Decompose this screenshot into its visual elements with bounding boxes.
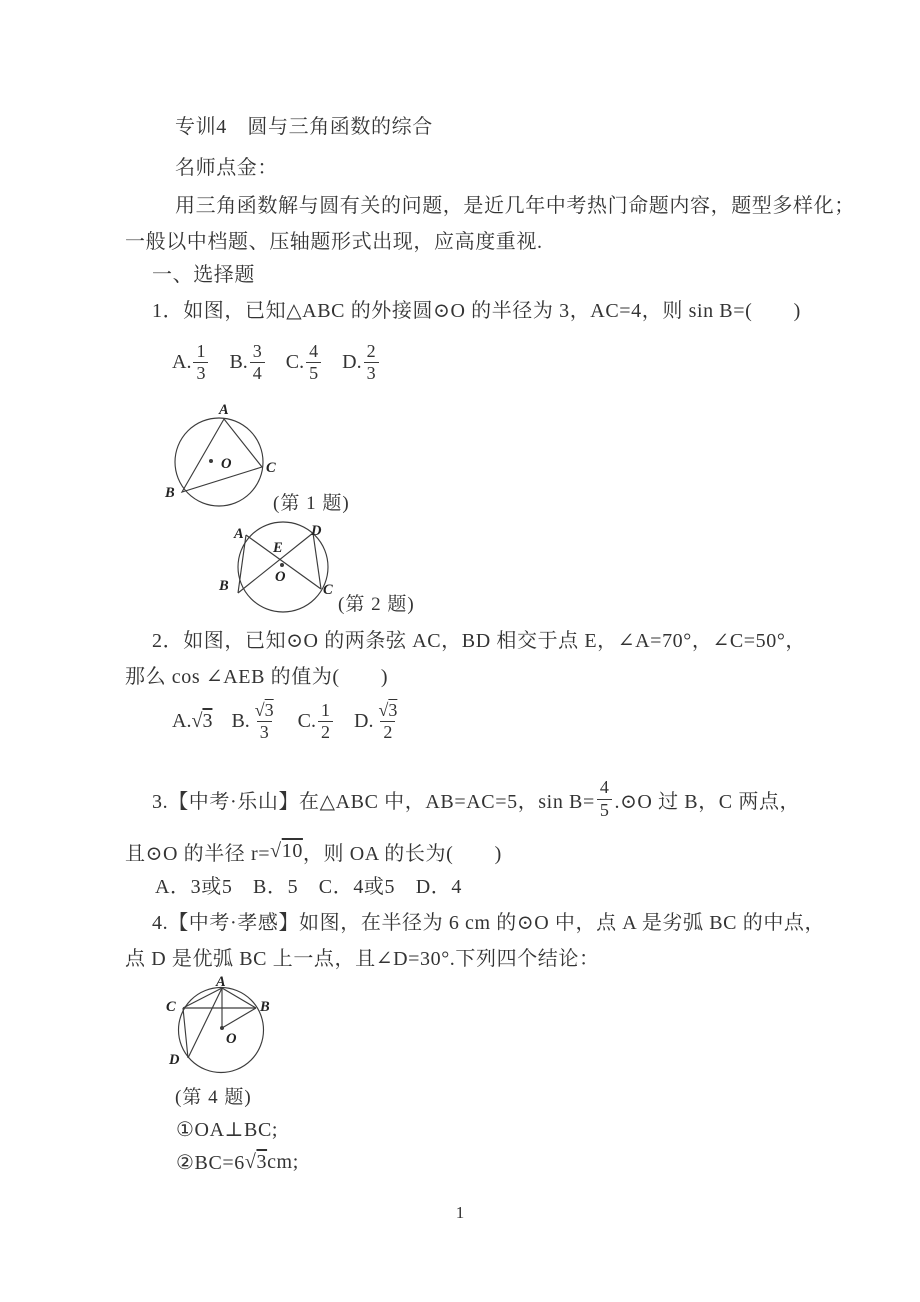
fraction bbox=[250, 342, 265, 384]
fraction-numerator: 4 bbox=[599, 777, 610, 798]
q1-options bbox=[172, 342, 400, 384]
fraction-numerator bbox=[375, 701, 400, 721]
q3-stem-text: ，则 OA 的长为( ) bbox=[302, 842, 502, 865]
fraction bbox=[364, 342, 379, 384]
fraction bbox=[252, 701, 277, 743]
option-label: C. bbox=[297, 710, 317, 733]
fraction-denominator: 3 bbox=[257, 721, 272, 742]
radical bbox=[245, 1151, 267, 1174]
fraction bbox=[193, 342, 208, 384]
intro-line-1: 用三角函数解与圆有关的问题，是近几年中考热门命题内容，题型多样化； bbox=[175, 195, 855, 217]
label-b: B bbox=[260, 999, 270, 1015]
circle-outline bbox=[179, 988, 264, 1073]
radicand: 3 bbox=[202, 710, 213, 733]
fraction-numerator: 4 bbox=[309, 341, 319, 361]
fraction bbox=[597, 778, 613, 820]
option-label: B. bbox=[229, 351, 248, 374]
center-dot bbox=[280, 563, 284, 567]
intro-heading: 名师点金： bbox=[175, 157, 278, 179]
page-number: 1 bbox=[455, 1203, 465, 1222]
figure-1-circle-triangle bbox=[158, 398, 288, 518]
fraction-numerator bbox=[252, 701, 277, 721]
q2-option-c bbox=[298, 701, 335, 743]
section-heading: 一、选择题 bbox=[152, 264, 255, 286]
center-dot bbox=[220, 1026, 224, 1030]
label-d: D bbox=[311, 523, 322, 539]
q1-option-c bbox=[286, 342, 323, 384]
label-a: A bbox=[219, 402, 229, 418]
label-o: O bbox=[275, 569, 286, 585]
radical bbox=[191, 710, 212, 733]
option-label: C. bbox=[285, 351, 305, 374]
q3-stem-text: 3.【中考·乐山】在△ABC 中，AB=AC=5，sin B= bbox=[152, 790, 595, 813]
label-d: D bbox=[169, 1052, 180, 1068]
q3-stem-text: .⊙O 过 B，C 两点， bbox=[614, 790, 801, 813]
fraction-denominator: 3 bbox=[193, 362, 208, 383]
label-a: A bbox=[234, 526, 244, 542]
label-c: C bbox=[266, 460, 276, 476]
figure-4-caption: (第 4 题) bbox=[175, 1087, 252, 1108]
q2-option-b bbox=[231, 701, 278, 743]
q4-stem-line-2: 点 D 是优弧 BC 上一点，且∠D=30°.下列四个结论： bbox=[125, 948, 600, 970]
label-c: C bbox=[323, 582, 333, 598]
label-a: A bbox=[216, 974, 226, 990]
q4-stem-line-1: 4.【中考·孝感】如图，在半径为 6 cm 的⊙O 中，点 A 是劣弧 BC 的中点， bbox=[152, 912, 826, 934]
fraction-numerator: 1 bbox=[196, 341, 206, 361]
radicand: 3 bbox=[388, 700, 398, 720]
label-b: B bbox=[165, 485, 175, 501]
label-b: B bbox=[219, 578, 229, 594]
fraction bbox=[318, 701, 333, 743]
fraction-numerator: 1 bbox=[321, 700, 331, 720]
fraction bbox=[306, 342, 321, 384]
q1-option-b bbox=[229, 342, 266, 384]
q1-stem: 1．如图，已知△ABC 的外接圆⊙O 的半径为 3，AC=4，则 sin B=( ) bbox=[152, 300, 801, 322]
intro-line-2: 一般以中档题、压轴题形式出现，应高度重视. bbox=[125, 231, 543, 253]
figure-1-caption: (第 1 题) bbox=[273, 493, 350, 514]
page-title: 专训4 圆与三角函数的综合 bbox=[175, 116, 433, 138]
q4-conclusion-1: ①OA⊥BC; bbox=[176, 1119, 279, 1141]
fraction-denominator: 3 bbox=[364, 362, 379, 383]
option-label: D. bbox=[354, 710, 374, 733]
fraction-denominator: 2 bbox=[380, 721, 395, 742]
conclusion-text: cm; bbox=[267, 1150, 299, 1173]
conclusion-text: ②BC=6 bbox=[176, 1151, 245, 1174]
q2-stem-line-2: 那么 cos ∠AEB 的值为( ) bbox=[125, 666, 389, 688]
q2-options bbox=[172, 701, 421, 743]
fraction-denominator: 5 bbox=[306, 362, 321, 383]
q1-option-a bbox=[172, 342, 210, 384]
radical bbox=[255, 700, 274, 720]
q3-options: A．3或5 B．5 C．4或5 D．4 bbox=[155, 876, 462, 898]
label-e: E bbox=[273, 540, 283, 556]
figure-4-circle bbox=[158, 972, 273, 1080]
radicand: 3 bbox=[256, 1150, 268, 1173]
segment-ob bbox=[222, 1008, 256, 1028]
figure-2-circle-chords bbox=[219, 514, 345, 619]
label-c: C bbox=[166, 999, 176, 1015]
option-label: A. bbox=[172, 351, 192, 374]
option-label: B. bbox=[231, 710, 250, 733]
circle-outline bbox=[175, 418, 263, 506]
option-label: A. bbox=[172, 710, 192, 733]
label-o: O bbox=[221, 456, 232, 472]
radicand: 3 bbox=[264, 700, 274, 720]
chord-ac bbox=[183, 988, 222, 1008]
fraction-denominator: 4 bbox=[250, 362, 265, 383]
label-o: O bbox=[226, 1031, 237, 1047]
q4-conclusion-2 bbox=[176, 1150, 299, 1174]
fraction-numerator: 3 bbox=[252, 341, 262, 361]
fraction-denominator: 5 bbox=[597, 799, 613, 820]
fraction-numerator: 2 bbox=[366, 341, 376, 361]
fraction bbox=[375, 701, 400, 743]
center-dot bbox=[209, 459, 213, 463]
q3-stem-line-2 bbox=[125, 839, 502, 863]
q2-option-d bbox=[354, 701, 402, 743]
fraction-denominator: 2 bbox=[318, 721, 333, 742]
radical bbox=[270, 840, 303, 863]
radicand: 10 bbox=[281, 839, 303, 862]
q2-option-a bbox=[172, 710, 212, 733]
q3-stem-text: 且⊙O 的半径 r= bbox=[125, 842, 271, 865]
q1-option-d bbox=[342, 342, 380, 384]
radical bbox=[378, 700, 397, 720]
q2-stem-line-1: 2．如图，已知⊙O 的两条弦 AC，BD 相交于点 E，∠A=70°，∠C=50°， bbox=[152, 630, 807, 652]
q3-stem-line-1 bbox=[152, 772, 800, 826]
figure-2-caption: (第 2 题) bbox=[338, 594, 415, 615]
option-label: D. bbox=[342, 351, 362, 374]
